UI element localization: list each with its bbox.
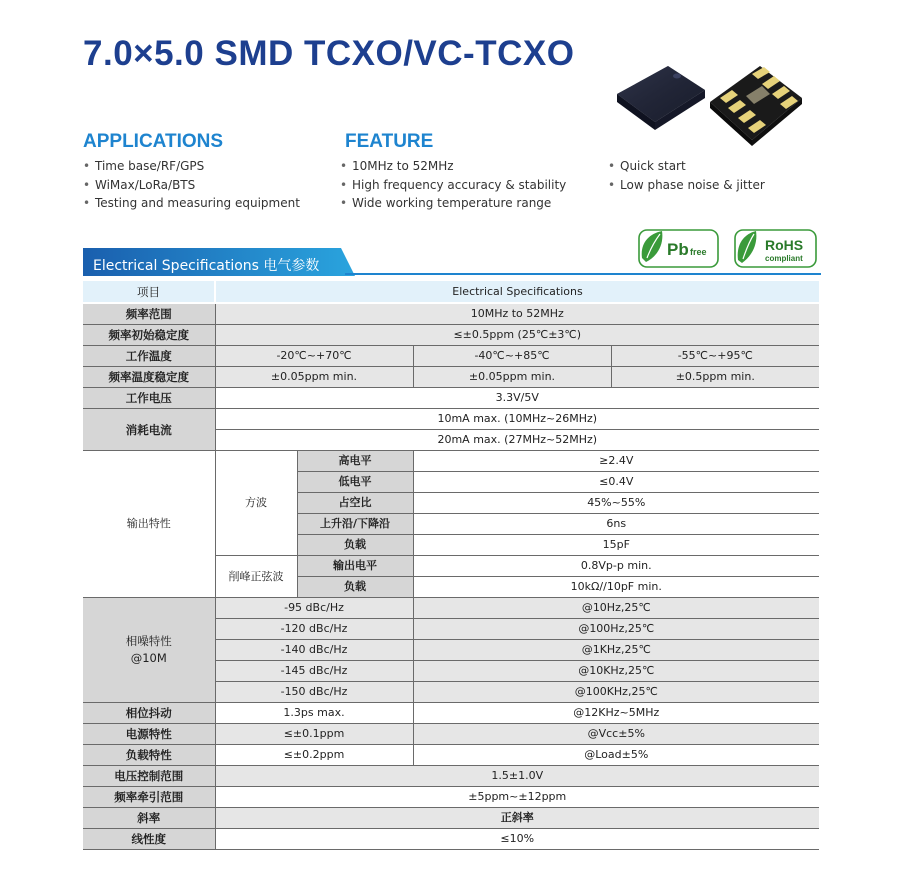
rohs-text: RoHS xyxy=(765,237,804,253)
page-title: 7.0×5.0 SMD TCXO/VC-TCXO xyxy=(83,34,575,73)
feature-list-right xyxy=(608,157,765,194)
phase-noise-label-line1: 相噪特性 xyxy=(125,634,172,648)
sub-group-label: 方波 xyxy=(215,451,297,556)
row-label: 频率牵引范围 xyxy=(83,787,215,808)
list-item: • 10MHz to 52MHz xyxy=(340,159,454,173)
list-item: • Low phase noise & jitter xyxy=(608,177,765,192)
table-header-row xyxy=(83,281,819,303)
list-item: • WiMax/LoRa/BTS xyxy=(83,177,196,192)
row-value: -150 dBc/Hz xyxy=(215,682,413,703)
row-condition: @12KHz~5MHz xyxy=(413,703,819,724)
table-row xyxy=(83,724,819,745)
header-item: 项目 xyxy=(83,281,215,303)
tcxo-package-bottom-image xyxy=(706,62,804,148)
list-item: • Wide working temperature range xyxy=(340,196,552,210)
row-condition: @10Hz,25℃ xyxy=(413,598,819,619)
compliant-text: compliant xyxy=(765,254,803,263)
param-label: 负载 xyxy=(297,577,413,598)
header-spec: Electrical Specifications xyxy=(215,281,819,303)
table-row xyxy=(83,303,819,325)
param-label: 负载 xyxy=(297,535,413,556)
row-condition: @Vcc±5% xyxy=(413,724,819,745)
table-row xyxy=(83,598,819,619)
list-item: • Time base/RF/GPS xyxy=(83,159,205,173)
param-label: 输出电平 xyxy=(297,556,413,577)
feature-list-left xyxy=(340,157,566,213)
row-value: 10MHz to 52MHz xyxy=(215,303,819,325)
table-row xyxy=(83,367,819,388)
row-value: -145 dBc/Hz xyxy=(215,661,413,682)
pb-text: Pb xyxy=(667,240,689,259)
row-condition: @1KHz,25℃ xyxy=(413,640,819,661)
table-row xyxy=(83,346,819,367)
row-value: 10kΩ//10pF min. xyxy=(413,577,819,598)
row-value: 20mA max. (27MHz~52MHz) xyxy=(215,430,819,451)
electrical-spec-table xyxy=(83,281,819,850)
table-row xyxy=(83,787,819,808)
row-value: 1.5±1.0V xyxy=(215,766,819,787)
table-row xyxy=(83,745,819,766)
row-label: 输出特性 xyxy=(83,451,215,598)
row-value: ≤±0.1ppm xyxy=(215,724,413,745)
applications-heading: APPLICATIONS xyxy=(83,131,224,152)
row-label: 工作电压 xyxy=(83,388,215,409)
table-row xyxy=(83,829,819,850)
row-value: ≥2.4V xyxy=(413,451,819,472)
list-item: • Testing and measuring equipment xyxy=(83,196,300,210)
row-condition: @10KHz,25℃ xyxy=(413,661,819,682)
row-value: ±0.05ppm min. xyxy=(215,367,413,388)
table-row xyxy=(83,703,819,724)
list-item: • High frequency accuracy & stability xyxy=(340,177,567,192)
row-value: -120 dBc/Hz xyxy=(215,619,413,640)
row-value: 3.3V/5V xyxy=(215,388,819,409)
row-label: 消耗电流 xyxy=(83,409,215,451)
row-label: 电源特性 xyxy=(83,724,215,745)
feature-heading: FEATURE xyxy=(345,131,434,152)
row-value: ≤±0.5ppm (25℃±3℃) xyxy=(215,325,819,346)
row-label: 斜率 xyxy=(83,808,215,829)
row-value: 45%~55% xyxy=(413,493,819,514)
table-row xyxy=(83,451,819,472)
list-item: • Quick start xyxy=(608,159,686,173)
row-value: ±5ppm~±12ppm xyxy=(215,787,819,808)
row-label: 电压控制范围 xyxy=(83,766,215,787)
tcxo-package-top-image xyxy=(613,60,708,132)
applications-list xyxy=(83,157,300,213)
row-value: ±0.5ppm min. xyxy=(611,367,819,388)
row-value: -20℃~+70℃ xyxy=(215,346,413,367)
phase-noise-label-line2: @10M xyxy=(130,651,167,665)
row-value: 正斜率 xyxy=(215,808,819,829)
phase-noise-label xyxy=(83,598,215,703)
row-condition: @100Hz,25℃ xyxy=(413,619,819,640)
sub-group-label: 削峰正弦波 xyxy=(215,556,297,598)
row-value: 6ns xyxy=(413,514,819,535)
row-value: 1.3ps max. xyxy=(215,703,413,724)
table-row xyxy=(83,388,819,409)
table-row xyxy=(83,766,819,787)
row-value: -55℃~+95℃ xyxy=(611,346,819,367)
table-row xyxy=(83,808,819,829)
row-value: -40℃~+85℃ xyxy=(413,346,611,367)
row-label: 频率温度稳定度 xyxy=(83,367,215,388)
row-label: 频率初始稳定度 xyxy=(83,325,215,346)
row-label: 负载特性 xyxy=(83,745,215,766)
param-label: 上升沿/下降沿 xyxy=(297,514,413,535)
table-row xyxy=(83,325,819,346)
param-label: 低电平 xyxy=(297,472,413,493)
row-label: 相位抖动 xyxy=(83,703,215,724)
section-title: Electrical Specifications 电气参数 xyxy=(93,258,320,274)
row-value: ≤0.4V xyxy=(413,472,819,493)
free-text: free xyxy=(690,247,707,257)
row-label: 工作温度 xyxy=(83,346,215,367)
row-value: ≤10% xyxy=(215,829,819,850)
row-value: -140 dBc/Hz xyxy=(215,640,413,661)
param-label: 占空比 xyxy=(297,493,413,514)
row-condition: @100KHz,25℃ xyxy=(413,682,819,703)
row-value: 15pF xyxy=(413,535,819,556)
row-value: ≤±0.2ppm xyxy=(215,745,413,766)
row-value: ±0.05ppm min. xyxy=(413,367,611,388)
table-row xyxy=(83,409,819,430)
row-label: 频率范围 xyxy=(83,303,215,325)
row-value: 10mA max. (10MHz~26MHz) xyxy=(215,409,819,430)
row-condition: @Load±5% xyxy=(413,745,819,766)
row-value: -95 dBc/Hz xyxy=(215,598,413,619)
row-value: 0.8Vp-p min. xyxy=(413,556,819,577)
row-label: 线性度 xyxy=(83,829,215,850)
param-label: 高电平 xyxy=(297,451,413,472)
